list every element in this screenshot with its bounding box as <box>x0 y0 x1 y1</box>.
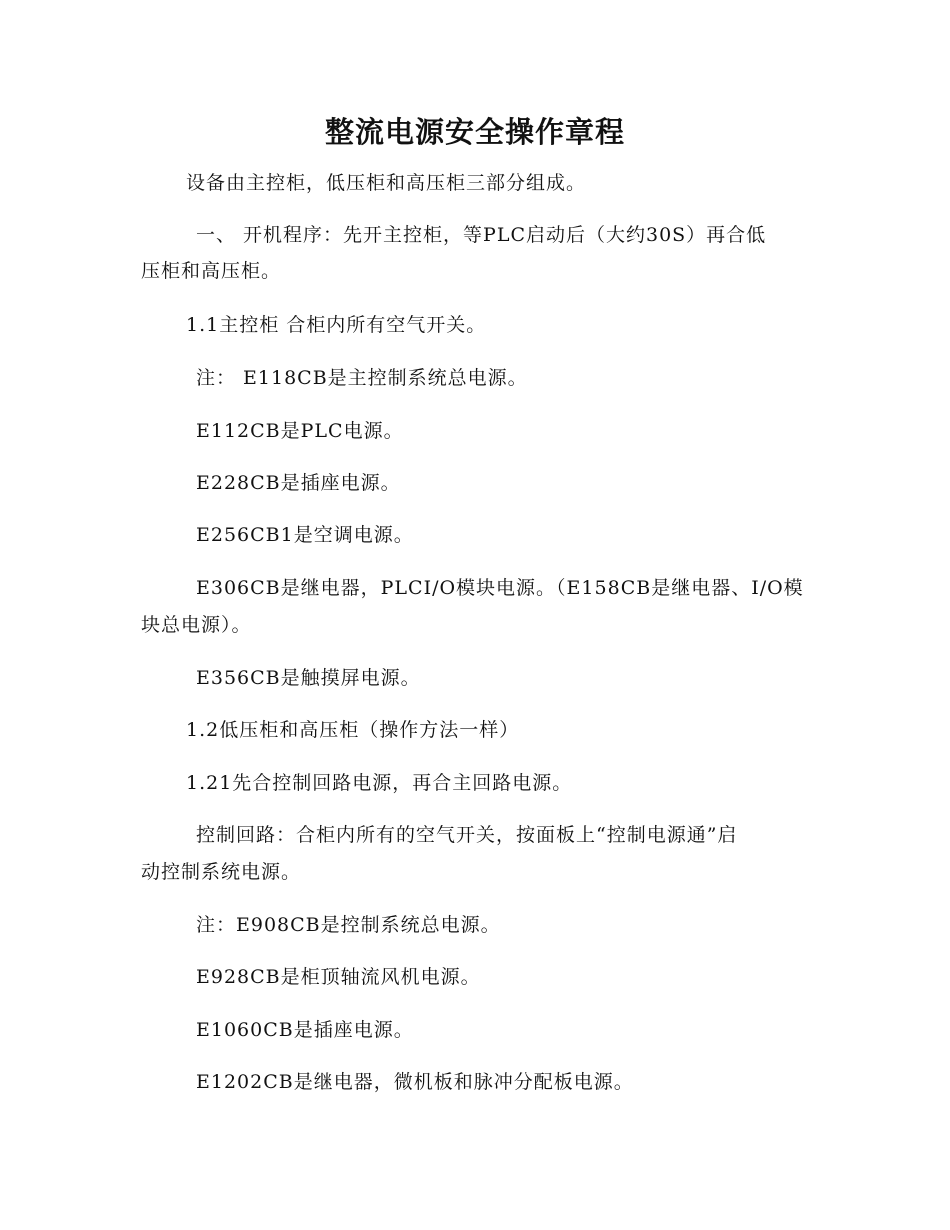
paragraph-line-19: E1202CB是继电器，微机板和脉冲分配板电源。 <box>196 1071 634 1093</box>
paragraph-line-5: 注： E118CB是主控制系统总电源。 <box>196 367 528 389</box>
document-title: 整流电源安全操作章程 <box>324 115 625 149</box>
paragraph-line-9: E306CB是继电器，PLCI/O模块电源。（E158CB是继电器、I/O模 <box>196 577 804 599</box>
paragraph-line-13: 1.21先合控制回路电源，再合主回路电源。 <box>186 772 573 794</box>
paragraph-line-2: 一、 开机程序：先开主控柜，等PLC启动后（大约30S）再合低 <box>196 224 767 246</box>
paragraph-line-3: 压柜和高压柜。 <box>141 260 282 282</box>
paragraph-line-16: 注：E908CB是控制系统总电源。 <box>196 914 501 936</box>
paragraph-line-14: 控制回路：合柜内所有的空气开关，按面板上“控制电源通”启 <box>196 824 738 846</box>
paragraph-line-8: E256CB1是空调电源。 <box>196 524 414 546</box>
paragraph-line-17: E928CB是柜顶轴流风机电源。 <box>196 966 481 988</box>
paragraph-line-11: E356CB是触摸屏电源。 <box>196 667 421 689</box>
paragraph-line-6: E112CB是PLC电源。 <box>196 420 404 442</box>
paragraph-line-4: 1.1主控柜 合柜内所有空气开关。 <box>186 314 487 336</box>
paragraph-line-15: 动控制系统电源。 <box>141 861 302 883</box>
paragraph-line-1: 设备由主控柜，低压柜和高压柜三部分组成。 <box>186 172 587 194</box>
paragraph-line-7: E228CB是插座电源。 <box>196 472 401 494</box>
paragraph-line-18: E1060CB是插座电源。 <box>196 1019 414 1041</box>
paragraph-line-10: 块总电源）。 <box>141 614 252 636</box>
paragraph-line-12: 1.2低压柜和高压柜（操作方法一样） <box>186 719 520 741</box>
